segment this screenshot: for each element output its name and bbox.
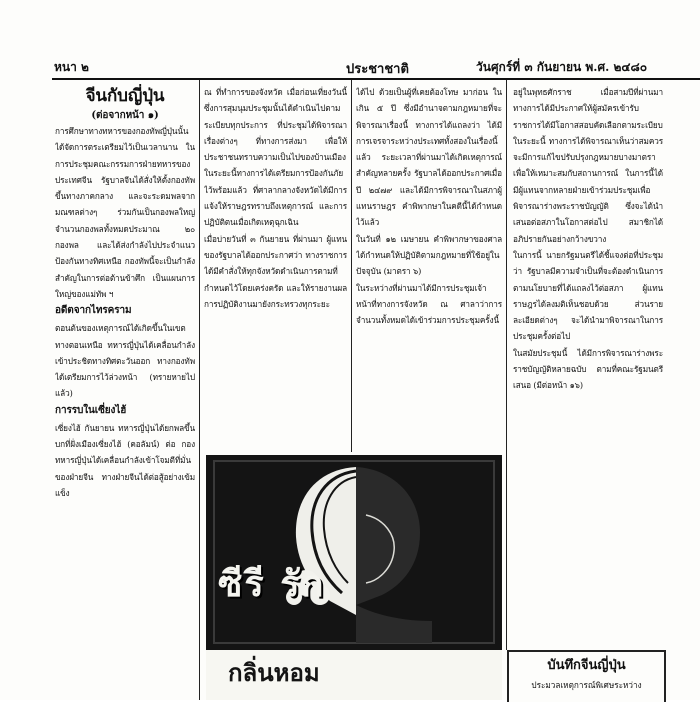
article-paragraph: เซี่ยงไฮ้ กันยายน ทหารญี่ปุ่นได้ยกพลขึ้นบกที่ฝั่งเมืองเซี่ยงไฮ้ (คอลัมน์) ต่อ กองทหารญี่ปุ่นได้เคลื่อนกำลังเข้าโจมตีที่มั่นของฝ่ายจีน ทางฝ่ายจีนได้ต่อสู้อย่างเข้มแข็ง — [55, 422, 195, 498]
ad-bottom-banner — [206, 647, 502, 700]
article-paragraph: ในระหว่างที่ผ่านมาได้มีการประชุมเจ้าหน้าที่ทางการจังหวัด ณ ศาลาว่าการ จำนวนทั้งหมดได้เข้าร่วมการประชุมครั้งนี้ — [356, 282, 502, 326]
article-paragraph: ในวันที่ ๑๒ เมษายน คำพิพากษาของศาลได้กำหนดให้ปฏิบัติตามกฎหมายที่ใช้อยู่ในปัจจุบัน (มาตรา ๖) — [356, 233, 502, 277]
article-column-3 — [356, 84, 502, 452]
article-paragraph: ตอนต้นของเหตุการณ์ได้เกิดขึ้นในเขตทางตอนเหนือ ทหารญี่ปุ่นได้เคลื่อนกำลังเข้าประชิดทางทิศตะวันออก ทางกองทัพได้เตรียมการไว้ล่วงหน้า (ทรายหายไปแล้ว) — [55, 323, 195, 399]
article-column-1 — [55, 84, 195, 700]
article-paragraph: อยู่ในพุทธศักราช เมื่อสามปีที่ผ่านมา ทางการได้มีประกาศให้ผู้สมัครเข้ารับราชการได้มีโอกาสสอบคัดเลือกตามระเบียบ — [513, 87, 663, 130]
page-number: หนา ๒ — [54, 60, 89, 74]
article-paragraph: ณ ที่ทำการของจังหวัด เมื่อก่อนเที่ยงวันนี้ ซึ่งการสุมนุมประชุมนั้นได้ดำเนินไปตามระเบียบทุกประการ ที่ประชุมได้พิจารณาเรื่องต่างๆ ที่ทางการส่งมา เพื่อให้ประชาชนทราบความเป็นไปของบ้านเมือง ในระยะนี้ทางการได้เตรียมการป้องกันภัยไว้พร้อมแล้ว ที่ศาลากลางจังหวัดได้มีการแจ้งให้ราษฎรทราบถึงเหตุการณ์ และการปฏิบัติตนเมื่อเกิดเหตุฉุกเฉิน — [204, 87, 347, 228]
page-header — [52, 56, 700, 80]
column-divider — [506, 80, 507, 650]
column-divider — [351, 80, 352, 452]
article-paragraph: เมื่อบ่ายวันที่ ๓ กันยายน ที่ผ่านมา ผู้แทนของรัฐบาลได้ออกประกาศว่า ทางราชการได้มีคำสั่งให้ทุกจังหวัดดำเนินการตามที่กำหนดไว้โดยเคร่งครัด และให้รายงานผลการปฏิบัติงานมายังกระทรวงทุกระยะ — [204, 233, 347, 309]
article-continuation-note: (ต่อจากหน้า ๑) — [91, 110, 159, 121]
article-column-4 — [513, 84, 663, 700]
ad-tagline: กลิ่นหอม — [228, 658, 320, 687]
article-paragraph: ในสมัยประชุมนี้ ได้มีการพิจารณาร่างพระราชบัญญัติหลายฉบับ ตามที่คณะรัฐมนตรีเสนอ (มีต่อหน้า ๑๖) — [513, 347, 663, 391]
notice-title: บันทึกจีนญี่ปุ่น — [547, 658, 626, 673]
article-paragraph: ได้ไป ด้วยเป็นผู้ที่เคยต้องโทษ มาก่อน ในเกิน ๕ ปี ซึ่งมีอำนาจตามกฎหมายที่จะพิจารณาเรื่องนี้ ทางการได้แถลงว่า ได้มีการเจรจาระหว่างประเทศทั้งสองในเรื่องนี้แล้ว ระยะเวลาที่ผ่านมาได้เกิดเหตุการณ์สำคัญหลายครั้ง รัฐบาลได้ออกประกาศเมื่อปี ๒๔๗๙ และได้มีการพิจารณาในสภาผู้แทนราษฎร คำพิพากษาในคดีนี้ได้กำหนดไว้แล้ว — [356, 87, 502, 228]
article-headline: จีนกับญี่ปุ่น — [85, 86, 165, 106]
notice-text: ประมวลเหตุการณ์พิเศษระหว่าง — [531, 680, 642, 690]
issue-date: วันศุกร์ที่ ๓ กันยายน พ.ศ. ๒๔๘๐ — [476, 60, 648, 74]
section-heading: การรบในเซี่ยงไฮ้ — [55, 404, 127, 416]
ad-brand-name: ซีรี รัก — [218, 563, 326, 605]
section-heading: อดีตจากไทรคราม — [55, 305, 132, 317]
newspaper-name: ประชาชาติ — [346, 62, 409, 77]
column-divider — [199, 80, 200, 700]
advertisement — [206, 455, 502, 700]
article-paragraph: ในระยะนี้ ทางการได้พิจารณาเห็นว่าสมควรจะมีการแก้ไขปรับปรุงกฎหมายบางมาตรา เพื่อให้เหมาะสมกับสถานการณ์ ในการนี้ได้มีผู้แทนจากหลายฝ่ายเข้าร่วมประชุมเพื่อพิจารณาร่างพระราชบัญญัติ ซึ่งจะได้นำเสนอต่อสภาในโอกาสต่อไป สมาชิกได้อภิปรายกันอย่างกว้างขวาง — [513, 135, 663, 244]
article-paragraph: การศึกษาทางทหารของกองทัพญี่ปุ่นนั้น ได้จัดการตระเตรียมไว้เป็นเวลานาน ในการประชุมคณะกรรมการฝ่ายทหารของประเทศจีน รัฐบาลจีนได้สั่งให้ตั้งกองทัพขึ้นทางภาคกลาง และจะระดมพลจากมณฑลต่างๆ ร่วมกันเป็นกองพลใหญ่ จำนวนกองพลทั้งหมดประมาณ ๒๐ กองพล และได้ส่งกำลังไปประจำแนวป้องกันทางทิศเหนือ กองทัพนี้จะเป็นกำลังสำคัญในการต่อต้านข้าศึก เป็นแผนการใหญ่ของแม่ทัพ ฯ — [55, 126, 195, 299]
article-column-2 — [204, 84, 347, 452]
article-paragraph: ในการนี้ นายกรัฐมนตรีได้ชี้แจงต่อที่ประชุมว่า รัฐบาลมีความจำเป็นที่จะต้องดำเนินการตามนโยบายที่ได้แถลงไว้ต่อสภา ผู้แทนราษฎรได้ลงมติเห็นชอบด้วย ส่วนรายละเอียดต่างๆ จะได้นำมาพิจารณาในการประชุมครั้งต่อไป — [513, 249, 663, 342]
boxed-notice — [507, 650, 666, 702]
